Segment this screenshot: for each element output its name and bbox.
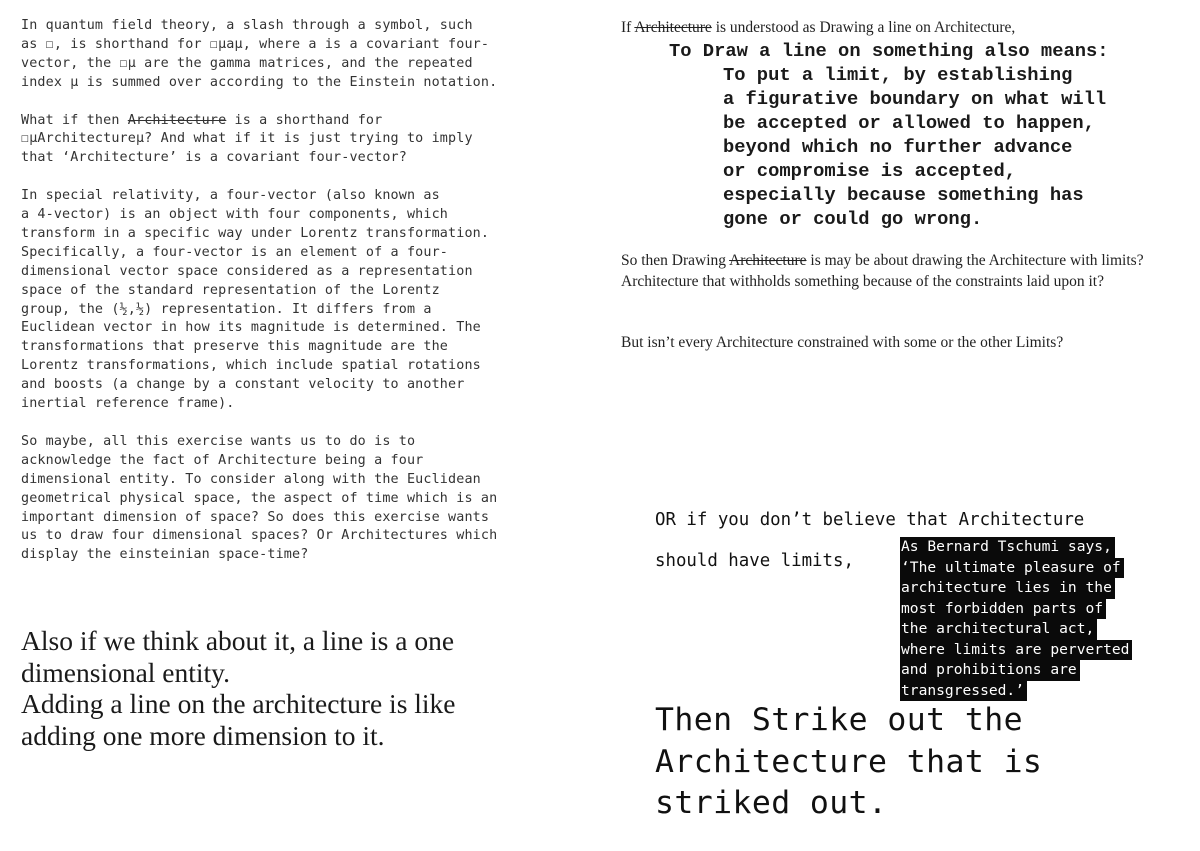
quote-line: As Bernard Tschumi says,	[900, 537, 1115, 558]
statement-line: adding one more dimension to it.	[21, 719, 385, 751]
definition-line: or compromise is accepted,	[723, 160, 1017, 182]
four-dimensional-paragraph: So maybe, all this exercise wants us to do is to acknowledge the fact of Architecture being a four dimensional entity. To consider along with the Euclidean geometrical physical space, the aspect of time which is an important dimension of space? So does this exercise wants us to draw four dimensional spaces? Or Architectures which display the einsteinian space-time?	[21, 433, 498, 563]
p2-prefix: So then Drawing	[621, 252, 730, 269]
constrained-question: But isn’t every Architecture constrained with some or the other Limits?	[621, 334, 1064, 351]
quote-line: where limits are perverted	[900, 640, 1132, 661]
intro-suffix: is understood as Drawing a line on Architecture,	[711, 19, 1016, 36]
quantum-field-paragraph: In quantum field theory, a slash through a symbol, such as ☐, is shorthand for ☐μaμ, where a is a covariant four- vector, the ☐μ are the gamma matrices, and the repeated index μ is summed over according to the Einstein notation.	[21, 18, 498, 90]
strike-out-line: striked out.	[655, 785, 888, 821]
quote-line: the architectural act,	[900, 619, 1097, 640]
p2-suffix: is may be about drawing the Architecture with limits? Architecture that withholds something because of the constraints laid upon it?	[621, 252, 1144, 290]
quote-line: ‘The ultimate pleasure of	[900, 558, 1124, 579]
special-relativity-paragraph: In special relativity, a four-vector (also known as a 4-vector) is an object with four components, which transform in a specific way under Lorentz transformation. Specifically, a four-vector is an element of a four- dimensional vector space considered as a representation space of the standard representation of the Lorentz group, the (½,½) representation. It differs from a Euclidean vector in how its magnitude is determined. The transformations that preserve this magnitude are the Lorentz transformations, which include spatial rotations and boosts (a change by a constant velocity to another inertial reference frame).	[21, 188, 490, 412]
statement-line: Also if we think about it, a line is a one	[21, 625, 455, 656]
para2-prefix: What if then	[21, 112, 128, 128]
definition-line: especially because something has	[723, 184, 1084, 206]
or-believe-line: OR if you don’t believe that Architecture	[655, 510, 1085, 530]
strike-out-statement	[655, 700, 1042, 825]
definition-line: gone or could go wrong.	[723, 208, 983, 230]
struck-architecture-word: Architecture	[127, 112, 227, 128]
should-have-limits-line: should have limits,	[655, 551, 854, 571]
definition-line: a figurative boundary on what will	[723, 88, 1107, 110]
statement-line: dimensional entity.	[21, 656, 231, 688]
definition-body	[723, 63, 1181, 231]
quote-line: transgressed.’	[900, 681, 1027, 702]
quote-line: and prohibitions are	[900, 660, 1080, 681]
intro-line	[621, 17, 1181, 39]
line-dimension-statement	[21, 625, 581, 751]
definition-heading: To Draw a line on something also means:	[669, 40, 1109, 62]
strike-out-line: Architecture that is	[655, 743, 1043, 780]
statement-line: Adding a line on the architecture is like	[21, 688, 456, 719]
right-intro-block	[621, 17, 1181, 231]
shorthand-question-paragraph	[21, 112, 581, 169]
struck-architecture-word: Architecture	[634, 19, 712, 36]
drawing-limits-paragraph	[621, 251, 1181, 293]
quote-line: most forbidden parts of	[900, 599, 1106, 620]
strike-out-line: Then Strike out the	[655, 702, 1023, 738]
tschumi-quote	[900, 537, 1160, 701]
definition-line: beyond which no further advance	[723, 136, 1073, 158]
definition-line: To put a limit, by establishing	[723, 64, 1073, 86]
left-column	[21, 17, 581, 584]
para2-suffix: is a shorthand for ☐μArchitectureμ? And what if it is just trying to imply that ‘Architecture’ is a covariant four-vector?	[21, 112, 473, 166]
quote-line: architecture lies in the	[900, 578, 1115, 599]
definition-line: be accepted or allowed to happen,	[723, 112, 1095, 134]
struck-architecture-word: Architecture	[729, 252, 807, 269]
intro-prefix: If	[621, 19, 635, 36]
